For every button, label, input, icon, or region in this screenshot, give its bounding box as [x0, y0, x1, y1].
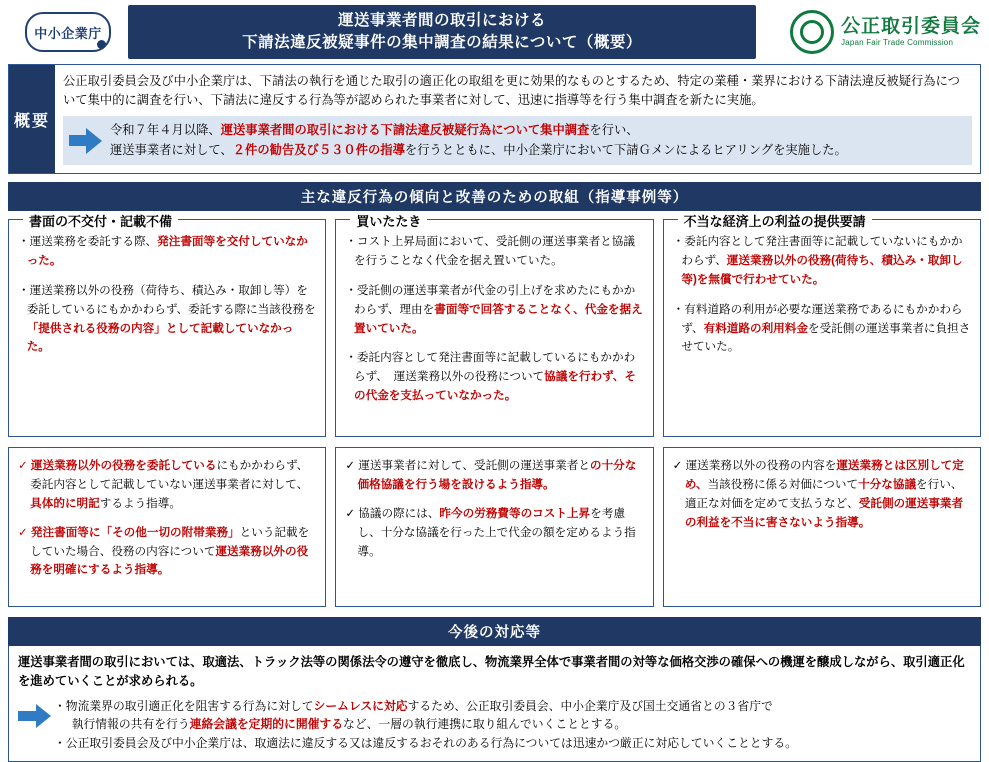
- overview-highlight-text: [110, 121, 847, 160]
- guidance-item: ✓ 協議の際には、昨今の労務費等のコスト上昇を考慮し、十分な協議を行った上で代金の額を定めるよう指導。: [345, 507, 636, 558]
- future-1f: など、一層の執行連携に取り組んでいくこととする。: [343, 717, 627, 732]
- guidance-item: ✓ 運送業務以外の役務の内容を運送業務とは区別して定め、当該役務に係る対価について十分な協議を行い、適正な対価を定めて支払うなど、受託側の運送事業者の利益を不当に害さないよう指導。: [672, 459, 964, 529]
- page-title-line2: 下請法違反被疑事件の集中調査の結果について（概要）: [242, 34, 642, 51]
- guidance-box: [663, 447, 981, 607]
- jftc-emblem-icon: [790, 10, 834, 54]
- future-1c: するため、公正取引委員会、中小企業庁及び国土交通省との３省庁で: [407, 698, 773, 713]
- column-unfair-economic-benefit: [663, 214, 981, 607]
- jftc-logo-text: [841, 17, 981, 47]
- future-lines: [54, 697, 971, 754]
- column-price-beating-down: [335, 214, 653, 607]
- future-body: [18, 697, 971, 754]
- overview-label: 概要: [9, 65, 55, 173]
- violation-box: [663, 214, 981, 437]
- overview-hl-4: 運送事業者に対して、: [110, 142, 233, 157]
- arrow-right-icon: [18, 697, 54, 754]
- violation-item: ・運送業務を委託する際、発注書面等を交付していなかった。: [18, 235, 308, 268]
- jftc-logo: [756, 10, 981, 54]
- violation-item: ・受託側の運送事業者が代金の引上げを求めたにもかかわらず、理由を書面等で回答することなく、代金を据え置いていた。: [345, 284, 643, 335]
- sme-agency-logo: [8, 9, 128, 55]
- page-header: [8, 6, 981, 58]
- violation-item: ・有料道路の利用が必要な運送業務であるにもかかわらず、有料道路の利用料金を受託側の運送事業者に負担させていた。: [672, 302, 971, 354]
- overview-hl-2: 運送事業者間の取引における下請法違反被疑行為について集中調査: [220, 123, 590, 138]
- jftc-logo-en: Japan Fair Trade Commission: [840, 37, 954, 47]
- overview-hl-6: を行うとともに、中小企業庁において下請Ｇメンによるヒアリングを実施した。: [404, 142, 847, 157]
- page-title-line1: 運送事業者間の取引における: [337, 11, 546, 29]
- violation-box-title: 買いたたき: [350, 211, 427, 230]
- future-1d: 執行情報の共有を行う: [71, 717, 190, 732]
- overview-hl-1: 令和７年４月以降、: [110, 123, 221, 138]
- violation-item: ・委託内容として発注書面等に記載していないにもかかわらず、運送業務以外の役務(荷待ち、積込み・取卸し等)を無償で行わせていた。: [672, 235, 963, 286]
- jftc-logo-jp: 公正取引委員会: [840, 16, 981, 38]
- column-document-deficiency: [8, 214, 326, 607]
- future-item-cont: [63, 715, 971, 734]
- sme-agency-logo-label: 中小企業庁: [25, 12, 111, 52]
- guidance-item: ✓ 発注書面等に「その他一切の附帯業務」という記載をしていた場合、役務の内容について運送業務以外の役務を明確にするよう指導。: [18, 525, 310, 577]
- violation-item: ・コスト上昇局面において、受託側の運送事業者と協議を行うことなく代金を据え置いていた。: [345, 235, 635, 268]
- future-item: ・公正取引委員会及び中小企業庁は、取適法に違反する又は違反するおそれのある行為については迅速かつ厳正に対応していくこととする。: [54, 736, 797, 751]
- logo-dot-icon: [97, 40, 106, 49]
- arrow-right-icon: [69, 128, 103, 154]
- future-1b: シームレスに対応: [313, 698, 408, 713]
- violation-box: [335, 214, 653, 437]
- violation-item: ・運送業務以外の役務（荷待ち、積込み・取卸し等）を委託しているにもかかわらず、委託する際に当該役務を「提供される役務の内容」として記載していなかった。: [18, 284, 316, 354]
- overview-body: [55, 65, 980, 173]
- guidance-item: ✓ 運送事業者に対して、受託側の運送事業者との十分な価格協議を行う場を設けるよう指導。: [345, 459, 637, 492]
- future-response-section: [8, 646, 981, 762]
- overview-hl-3: を行い、: [589, 123, 639, 138]
- violation-box-title: 不当な経済上の利益の提供要請: [678, 211, 872, 230]
- guidance-item: ✓ 運送業務以外の役務を委託しているにもかかわらず、委託内容として記載していない運送事業者に対して、具体的に明記するよう指導。: [18, 459, 309, 510]
- page-title: [128, 5, 756, 60]
- future-1e: 連絡会議を定期的に開催する: [189, 717, 344, 732]
- future-1a: ・物流業界の取引適正化を阻害する行為に対して: [54, 698, 314, 713]
- guidance-box: [335, 447, 653, 607]
- overview-highlight: [63, 116, 972, 165]
- guidance-box: [8, 447, 326, 607]
- section-band-future: 今後の対応等: [8, 617, 981, 646]
- overview-paragraph: 公正取引委員会及び中小企業庁は、下請法の執行を通じた取引の適正化の取組を更に効果的なものとするため、特定の業種・業界における下請法違反被疑行為について集中的に調査を行い、下請法に違反する行為等が認められた事業者に対して、迅速に指導等を行う集中調査を新たに実施。: [63, 74, 960, 108]
- violation-box: [8, 214, 326, 437]
- violation-box-title: 書面の不交付・記載不備: [23, 211, 178, 230]
- section-band-main: 主な違反行為の傾向と改善のための取組（指導事例等）: [8, 182, 981, 211]
- overview-section: [8, 64, 981, 174]
- violation-item: ・委託内容として発注書面等に記載しているにもかかわらず、 運送業務以外の役務について協議を行わず、その代金を支払っていなかった。: [345, 351, 636, 402]
- overview-hl-5: ２件の勧告及び５３０件の指導: [232, 142, 405, 157]
- future-lead-text: 運送事業者間の取引においては、取適法、トラック法等の関係法令の遵守を徹底し、物流業界全体で事業者間の対等な価格交渉の確保への機運を醸成しながら、取引適正化を進めていくことが求められる。: [18, 655, 965, 689]
- future-item: [54, 697, 971, 735]
- violation-columns: [8, 214, 981, 607]
